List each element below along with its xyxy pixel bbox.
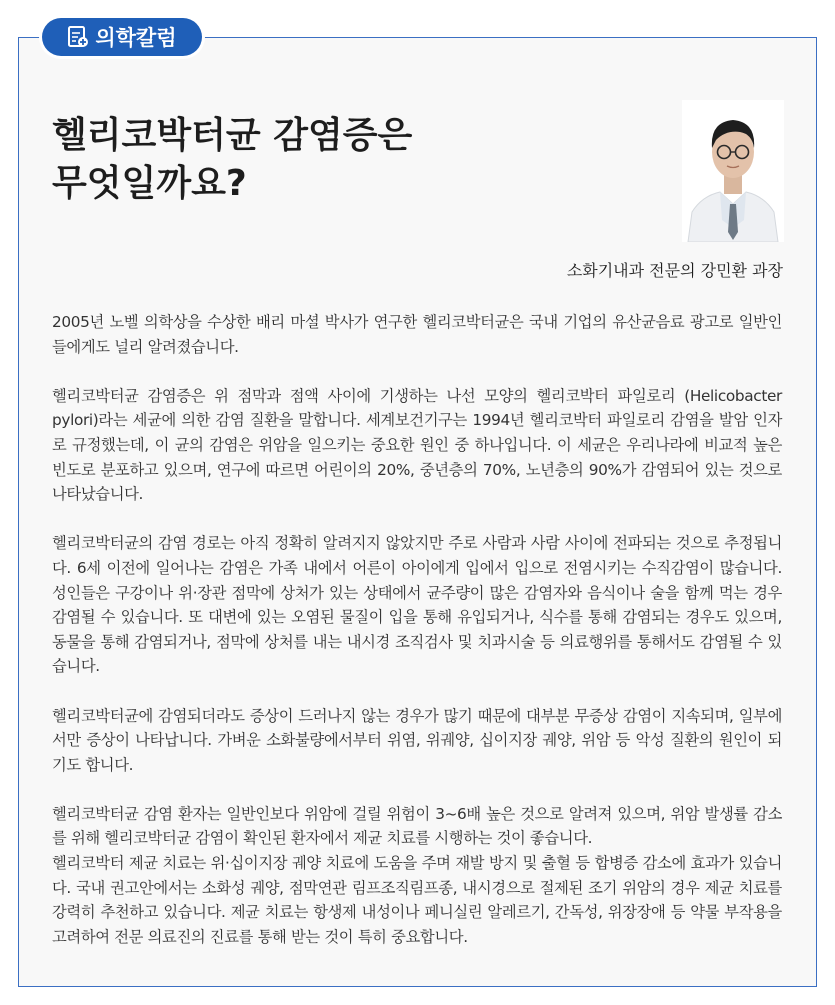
- paragraph: 헬리코박터균 감염 환자는 일반인보다 위암에 걸릴 위험이 3~6배 높은 것으로 알려져 있으며, 위암 발생률 감소를 위해 헬리코박터균 감염이 확인된 환자에서 제균 치료를 시행하는 것이 좋습니다.: [52, 804, 782, 848]
- document-plus-icon: [67, 25, 89, 49]
- category-label: 의학칼럼: [95, 26, 177, 50]
- paragraph: 헬리코박터균의 감염 경로는 아직 정확히 알려지지 않았지만 주로 사람과 사람 사이에 전파되는 것으로 추정됩니다. 6세 이전에 일어나는 감염은 가족 내에서 어른이 아이에게 입에서 입으로 전염시키는 수직감염이 많습니다. 성인들은 구강이나 위·장관 점막에 상처가 있는 상태에서 균주량이 많은 감염자와 음식이나 술을 함께 먹는 경우 감염될 수 있습니다. 또 대변에 있는 오염된 물질이 입을 통해 유입되거나, 식수를 통해 감염되는 경우도 있으며, 동물을 통해 감염되거나, 점막에 상처를 내는 내시경 조직검사 및 치과시술 등 의료행위를 통해서도 감염될 수 있습니다.: [52, 534, 782, 676]
- title-line-2: 무엇일까요?: [52, 163, 247, 204]
- paragraph: 헬리코박터균에 감염되더라도 증상이 드러나지 않는 경우가 많기 때문에 대부분 무증상 감염이 지속되며, 일부에서만 증상이 나타납니다. 가벼운 소화불량에서부터 위염, 위궤양, 십이지장 궤양, 위암 등 악성 질환의 원인이 되기도 합니다.: [52, 706, 783, 774]
- paragraph: 헬리코박터균 감염증은 위 점막과 점액 사이에 기생하는 나선 모양의 헬리코박터 파일로리 (Helicobacter pylori)라는 세균에 의한 감염 질환을 말합니다. 세계보건기구는 1994년 헬리코박터 파일로리 감염을 발암 인자로 규정했는데, 이 균의 감염은 위암을 일으키는 중요한 원인 중 하나입니다. 이 세균은 우리나라에 비교적 높은 빈도로 분포하고 있으며, 연구에 따르면 어린이의 20%, 중년층의 70%, 노년층의 90%가 감염되어 있는 것으로 나타났습니다.: [52, 386, 782, 504]
- paragraph: 헬리코박터 제균 치료는 위·십이지장 궤양 치료에 도움을 주며 재발 방지 및 출혈 등 합병증 감소에 효과가 있습니다. 국내 권고안에서는 소화성 궤양, 점막연관 림프조직림프종, 내시경으로 절제된 조기 위암의 경우 제균 치료를 강력히 추천하고 있습니다. 제균 치료는 항생제 내성이나 페니실린 알레르기, 간독성, 위장장애 등 약물 부작용을 고려하여 전문 의료진의 진료를 통해 받는 것이 특히 중요합니다.: [52, 854, 782, 946]
- article-title: [52, 112, 612, 208]
- article-body: [52, 310, 782, 974]
- title-line-1: 헬리코박터균 감염증은: [52, 115, 413, 156]
- doctor-portrait: [682, 100, 784, 242]
- column-category-badge: [42, 18, 202, 56]
- author-byline: 소화기내과 전문의 강민환 과장: [566, 261, 783, 280]
- paragraph: 2005년 노벨 의학상을 수상한 배리 마셜 박사가 연구한 헬리코박터균은 국내 기업의 유산균음료 광고로 일반인들에게도 널리 알려졌습니다.: [52, 313, 782, 356]
